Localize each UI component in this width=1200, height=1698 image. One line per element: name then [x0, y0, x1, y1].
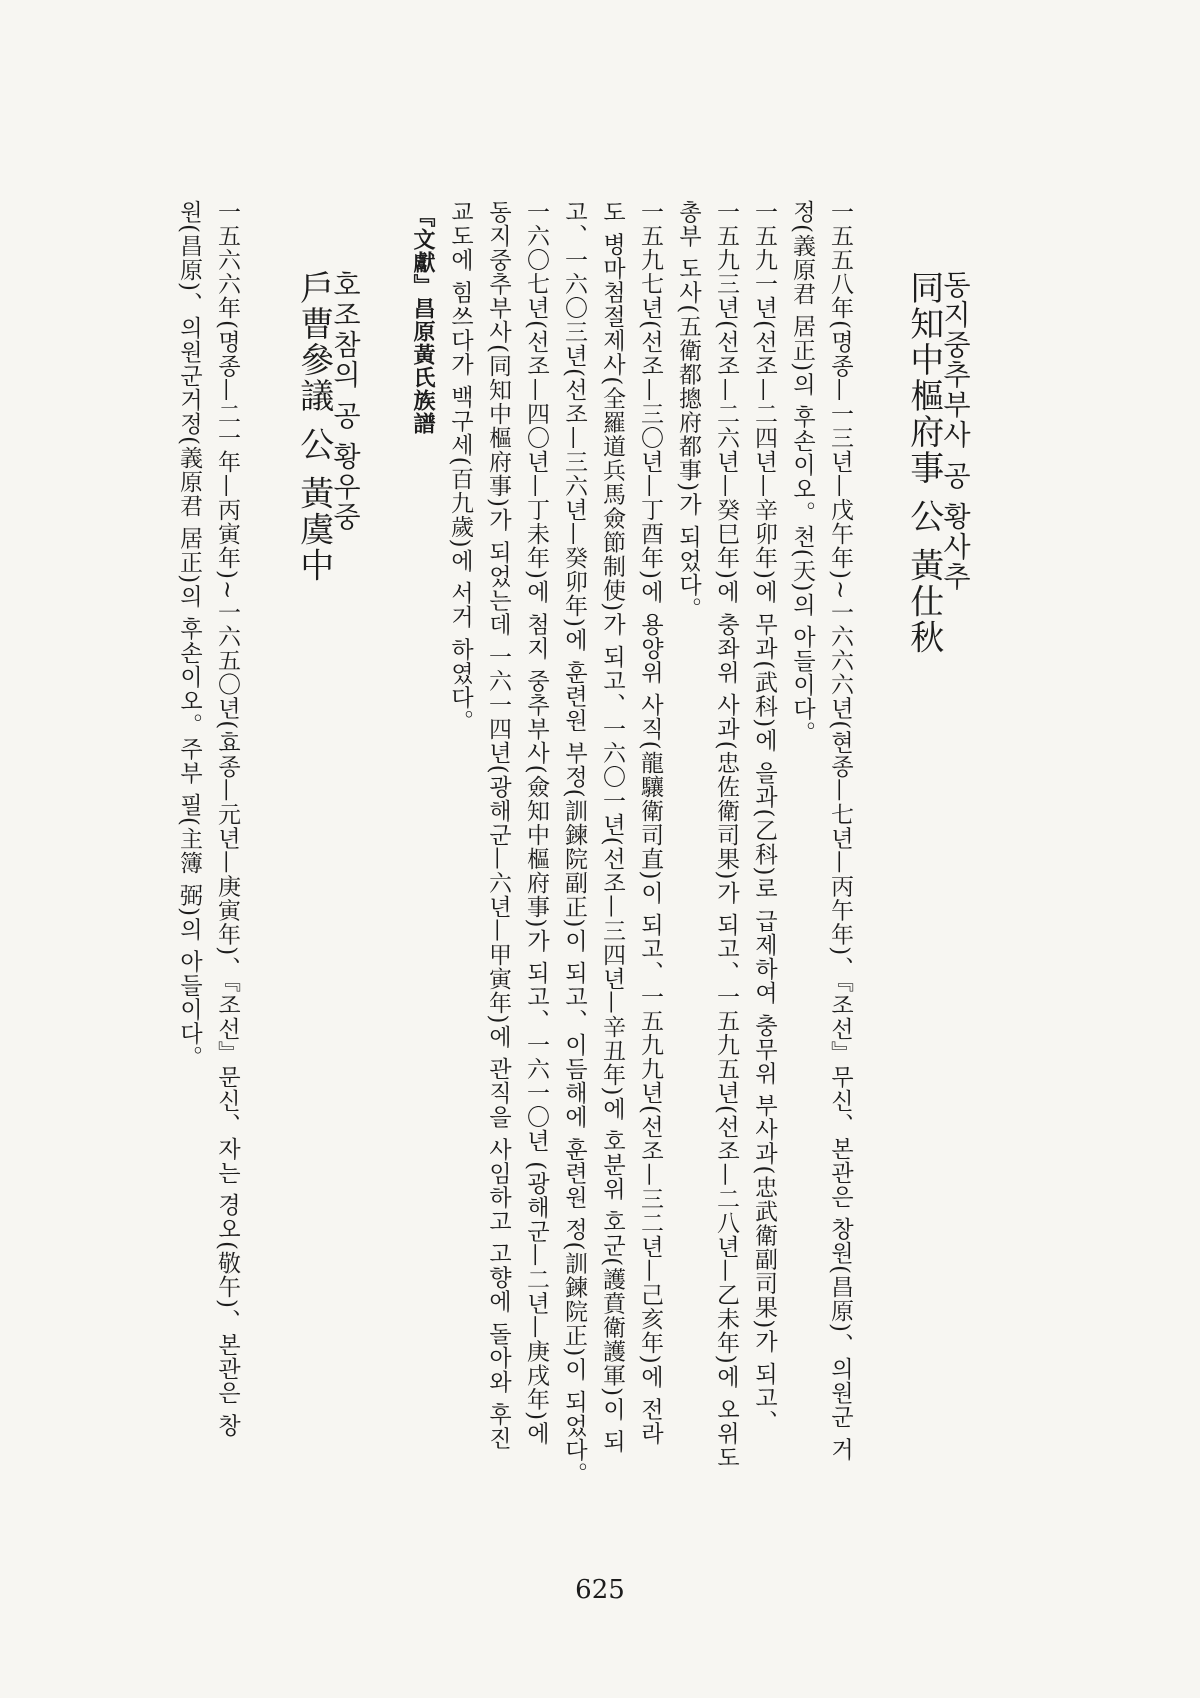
entry-1-line-10: 동지중추부사(同知中樞府事)가 되었는데 一六一四년(광해군—六년—甲寅年)에 관직을 사임하고 고향에 돌아와 후진 [485, 200, 511, 1451]
entry-2-title-hanja: 戶曹參議 公 黃虞中 [293, 270, 334, 584]
entry-1-line-3: 一五九一년(선조—二四년—辛卯年)에 무과(武科)에 을과(乙科)로 급제하여 충무위 부사과(忠武衛副司果)가 되고、 [751, 200, 777, 1434]
entry-1-title-hanja: 同知中樞府事 公 黃仕秋 [903, 270, 944, 656]
entry-2-line-1: 一五六六年(명종—二一年—丙寅年)~一六五〇년(효종—元년—庚寅年)、『조선』문신、자는 경오(敬午)、본관은 창 [214, 200, 240, 1438]
entry-1-line-1: 一五五八年(명종—一三년—戊午年)~一六六六년(현종—七년—丙午年)、『조선』무신、본관은 창원(昌原)、의원군 거 [827, 200, 853, 1462]
entry-1-line-11: 교도에 힘쓰다가 백구세(百九歲)에 서거 하였다。 [447, 200, 473, 734]
entry-1-title-hangul: 동지중추부사 공 황사추 [939, 270, 973, 592]
entry-2-line-2: 원(昌原)、의원군거정(義原君 居正)의 후손이오。주부 필(主簿 弼)의 아들이다。 [176, 200, 202, 1070]
entry-1-source: 『文獻』昌原黃氏族譜 [410, 205, 436, 435]
entry-1-title [903, 270, 973, 656]
entry-1-line-7: 도 병마첨절제사(全羅道兵馬僉節制使)가 되고、一六〇一년(선조—三四년—辛丑年)에 호분위 호군(護賁衛護軍)이 되 [599, 200, 625, 1454]
entry-2-title-hangul: 호조참의 공 황우중 [329, 270, 363, 532]
entry-1-line-5: 총부 도사(五衛都摠府都事)가 되었다。 [675, 200, 701, 621]
entry-1-line-4: 一五九三년(선조—二六년—癸巳年)에 충좌위 사과(忠佐衛司果)가 되고、一五九五년(선조—二八년—乙未年)에 오위도 [713, 200, 739, 1470]
entry-1-line-9: 一六〇七년(선조—四〇년—丁未年)에 첨지 중추부사(僉知中樞府事)가 되고、一六一〇년 (광해군—二년—庚戌年)에 [523, 200, 549, 1446]
entry-2-title [293, 270, 363, 584]
entry-1-line-6: 一五九七년(선조—三〇년—丁酉年)에 용양위 사직(龍驤衛司直)이 되고、一五九九년(선조—三二년—己亥年)에 전라 [637, 200, 663, 1446]
entry-1-line-2: 정(義原君 居正)의 후손이오。천(天)의 아들이다。 [789, 200, 815, 745]
page-number: 625 [575, 1575, 625, 1605]
entry-1-line-8: 고、一六〇三년(선조—三六년—癸卯年)에 훈련원 부정(訓鍊院副正)이 되고、이듬해에 훈련원 정(訓鍊院正)이 되었다。 [561, 200, 587, 1486]
